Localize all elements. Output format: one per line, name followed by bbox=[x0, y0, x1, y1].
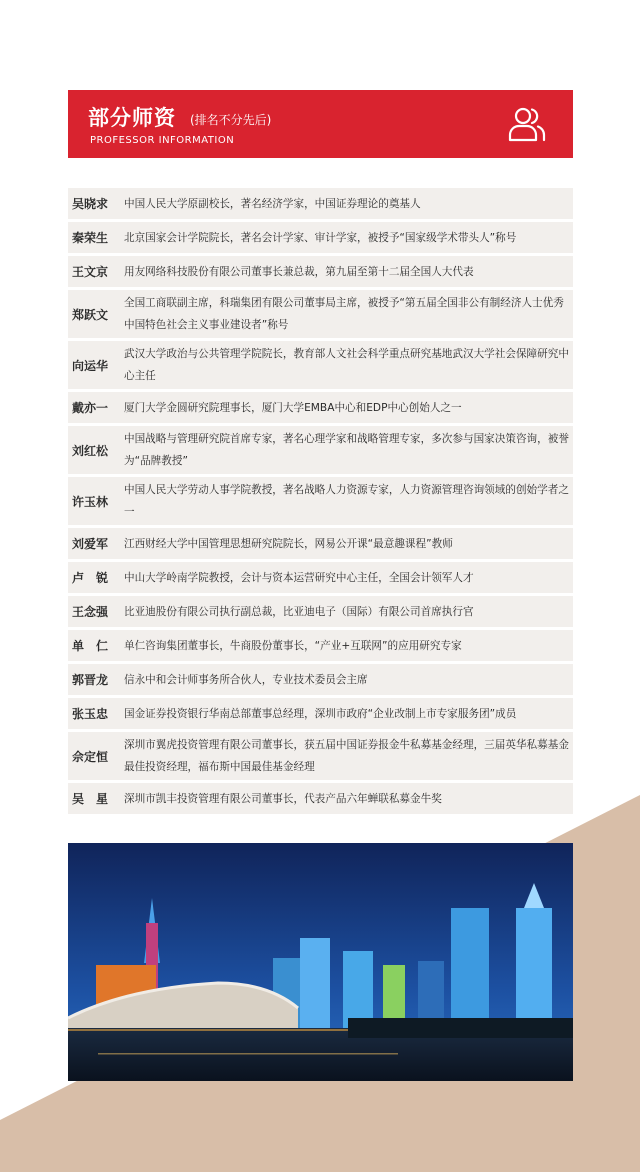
professor-row bbox=[68, 562, 573, 593]
city-night-photo bbox=[68, 843, 573, 1081]
professor-name: 许玉林 bbox=[72, 494, 109, 509]
professor-name: 吴晓求 bbox=[72, 197, 109, 211]
professor-description: 用友网络科技股份有限公司董事长兼总裁，第九届至第十二届全国人大代表 bbox=[124, 265, 474, 278]
professor-name: 卢 锐 bbox=[72, 571, 109, 585]
professor-row bbox=[68, 392, 573, 423]
professor-row bbox=[68, 630, 573, 661]
section-subtitle-en: PROFESSOR INFORMATION bbox=[90, 135, 235, 146]
professor-description: 北京国家会计学院院长，著名会计学家、审计学家，被授予“国家级学术带头人”称号 bbox=[124, 231, 517, 244]
professor-name: 刘红松 bbox=[72, 443, 109, 458]
professor-row bbox=[68, 596, 573, 627]
professor-row bbox=[68, 256, 573, 287]
professor-description: 江西财经大学中国管理思想研究院院长，网易公开课“最意趣课程”教师 bbox=[124, 537, 453, 550]
professor-description: 深圳市凯丰投资管理有限公司董事长，代表产品六年蝉联私募金牛奖 bbox=[124, 792, 442, 805]
section-title: 部分师资 bbox=[88, 106, 176, 130]
professor-row bbox=[68, 341, 573, 389]
professor-row bbox=[68, 664, 573, 695]
professor-row bbox=[68, 290, 573, 338]
professor-description: 全国工商联副主席，科瑞集团有限公司董事局主席，被授予“第五届全国非公有制经济人士优秀中国特色社会主义事业建设者”称号 bbox=[124, 297, 564, 331]
users-icon bbox=[505, 104, 549, 144]
professor-name: 刘爱军 bbox=[72, 537, 109, 551]
professor-description: 中山大学岭南学院教授，会计与资本运营研究中心主任，全国会计领军人才 bbox=[124, 571, 474, 584]
professor-description: 深圳市翼虎投资管理有限公司董事长，获五届中国证券报金牛私募基金经理，三届英华私募基金最佳投资经理，福布斯中国最佳基金经理 bbox=[124, 739, 569, 773]
professor-name: 郑跃文 bbox=[72, 307, 109, 322]
professor-description: 国金证券投资银行华南总部董事总经理，深圳市政府“企业改制上市专家服务团”成员 bbox=[124, 707, 517, 720]
professor-name: 王念强 bbox=[72, 605, 109, 619]
professor-name: 吴 星 bbox=[72, 792, 109, 806]
professor-row bbox=[68, 698, 573, 729]
professor-description: 单仁咨询集团董事长，牛商股份董事长，“产业+互联网”的应用研究专家 bbox=[124, 639, 462, 652]
professor-description: 中国人民大学劳动人事学院教授，著名战略人力资源专家，人力资源管理咨询领域的创始学者之一 bbox=[124, 484, 569, 518]
professor-list bbox=[68, 188, 573, 817]
professor-name: 秦荣生 bbox=[72, 231, 109, 245]
professor-row bbox=[68, 477, 573, 525]
professor-description: 厦门大学金圆研究院理事长，厦门大学EMBA中心和EDP中心创始人之一 bbox=[124, 401, 462, 414]
professor-description: 信永中和会计师事务所合伙人，专业技术委员会主席 bbox=[124, 673, 368, 686]
professor-row bbox=[68, 188, 573, 219]
professor-name: 向运华 bbox=[72, 358, 109, 373]
professor-row bbox=[68, 783, 573, 814]
professor-description: 武汉大学政治与公共管理学院院长，教育部人文社会科学重点研究基地武汉大学社会保障研究中心主任 bbox=[124, 348, 569, 382]
professor-name: 戴亦一 bbox=[72, 401, 109, 415]
professor-row bbox=[68, 732, 573, 780]
professor-name: 张玉忠 bbox=[72, 707, 109, 721]
section-header bbox=[68, 90, 573, 158]
professor-name: 王文京 bbox=[72, 265, 109, 279]
professor-description: 中国人民大学原副校长，著名经济学家，中国证券理论的奠基人 bbox=[124, 197, 421, 210]
professor-name: 佘定恒 bbox=[72, 749, 109, 764]
professor-description: 比亚迪股份有限公司执行副总裁，比亚迪电子（国际）有限公司首席执行官 bbox=[124, 605, 474, 618]
professor-row bbox=[68, 528, 573, 559]
professor-row bbox=[68, 426, 573, 474]
section-subtitle: (排名不分先后) bbox=[190, 113, 272, 127]
professor-name: 单 仁 bbox=[72, 639, 109, 653]
professor-name: 郭晋龙 bbox=[72, 673, 109, 687]
professor-row bbox=[68, 222, 573, 253]
professor-description: 中国战略与管理研究院首席专家，著名心理学家和战略管理专家，多次参与国家决策咨询，被誉为“品牌教授” bbox=[124, 433, 569, 467]
